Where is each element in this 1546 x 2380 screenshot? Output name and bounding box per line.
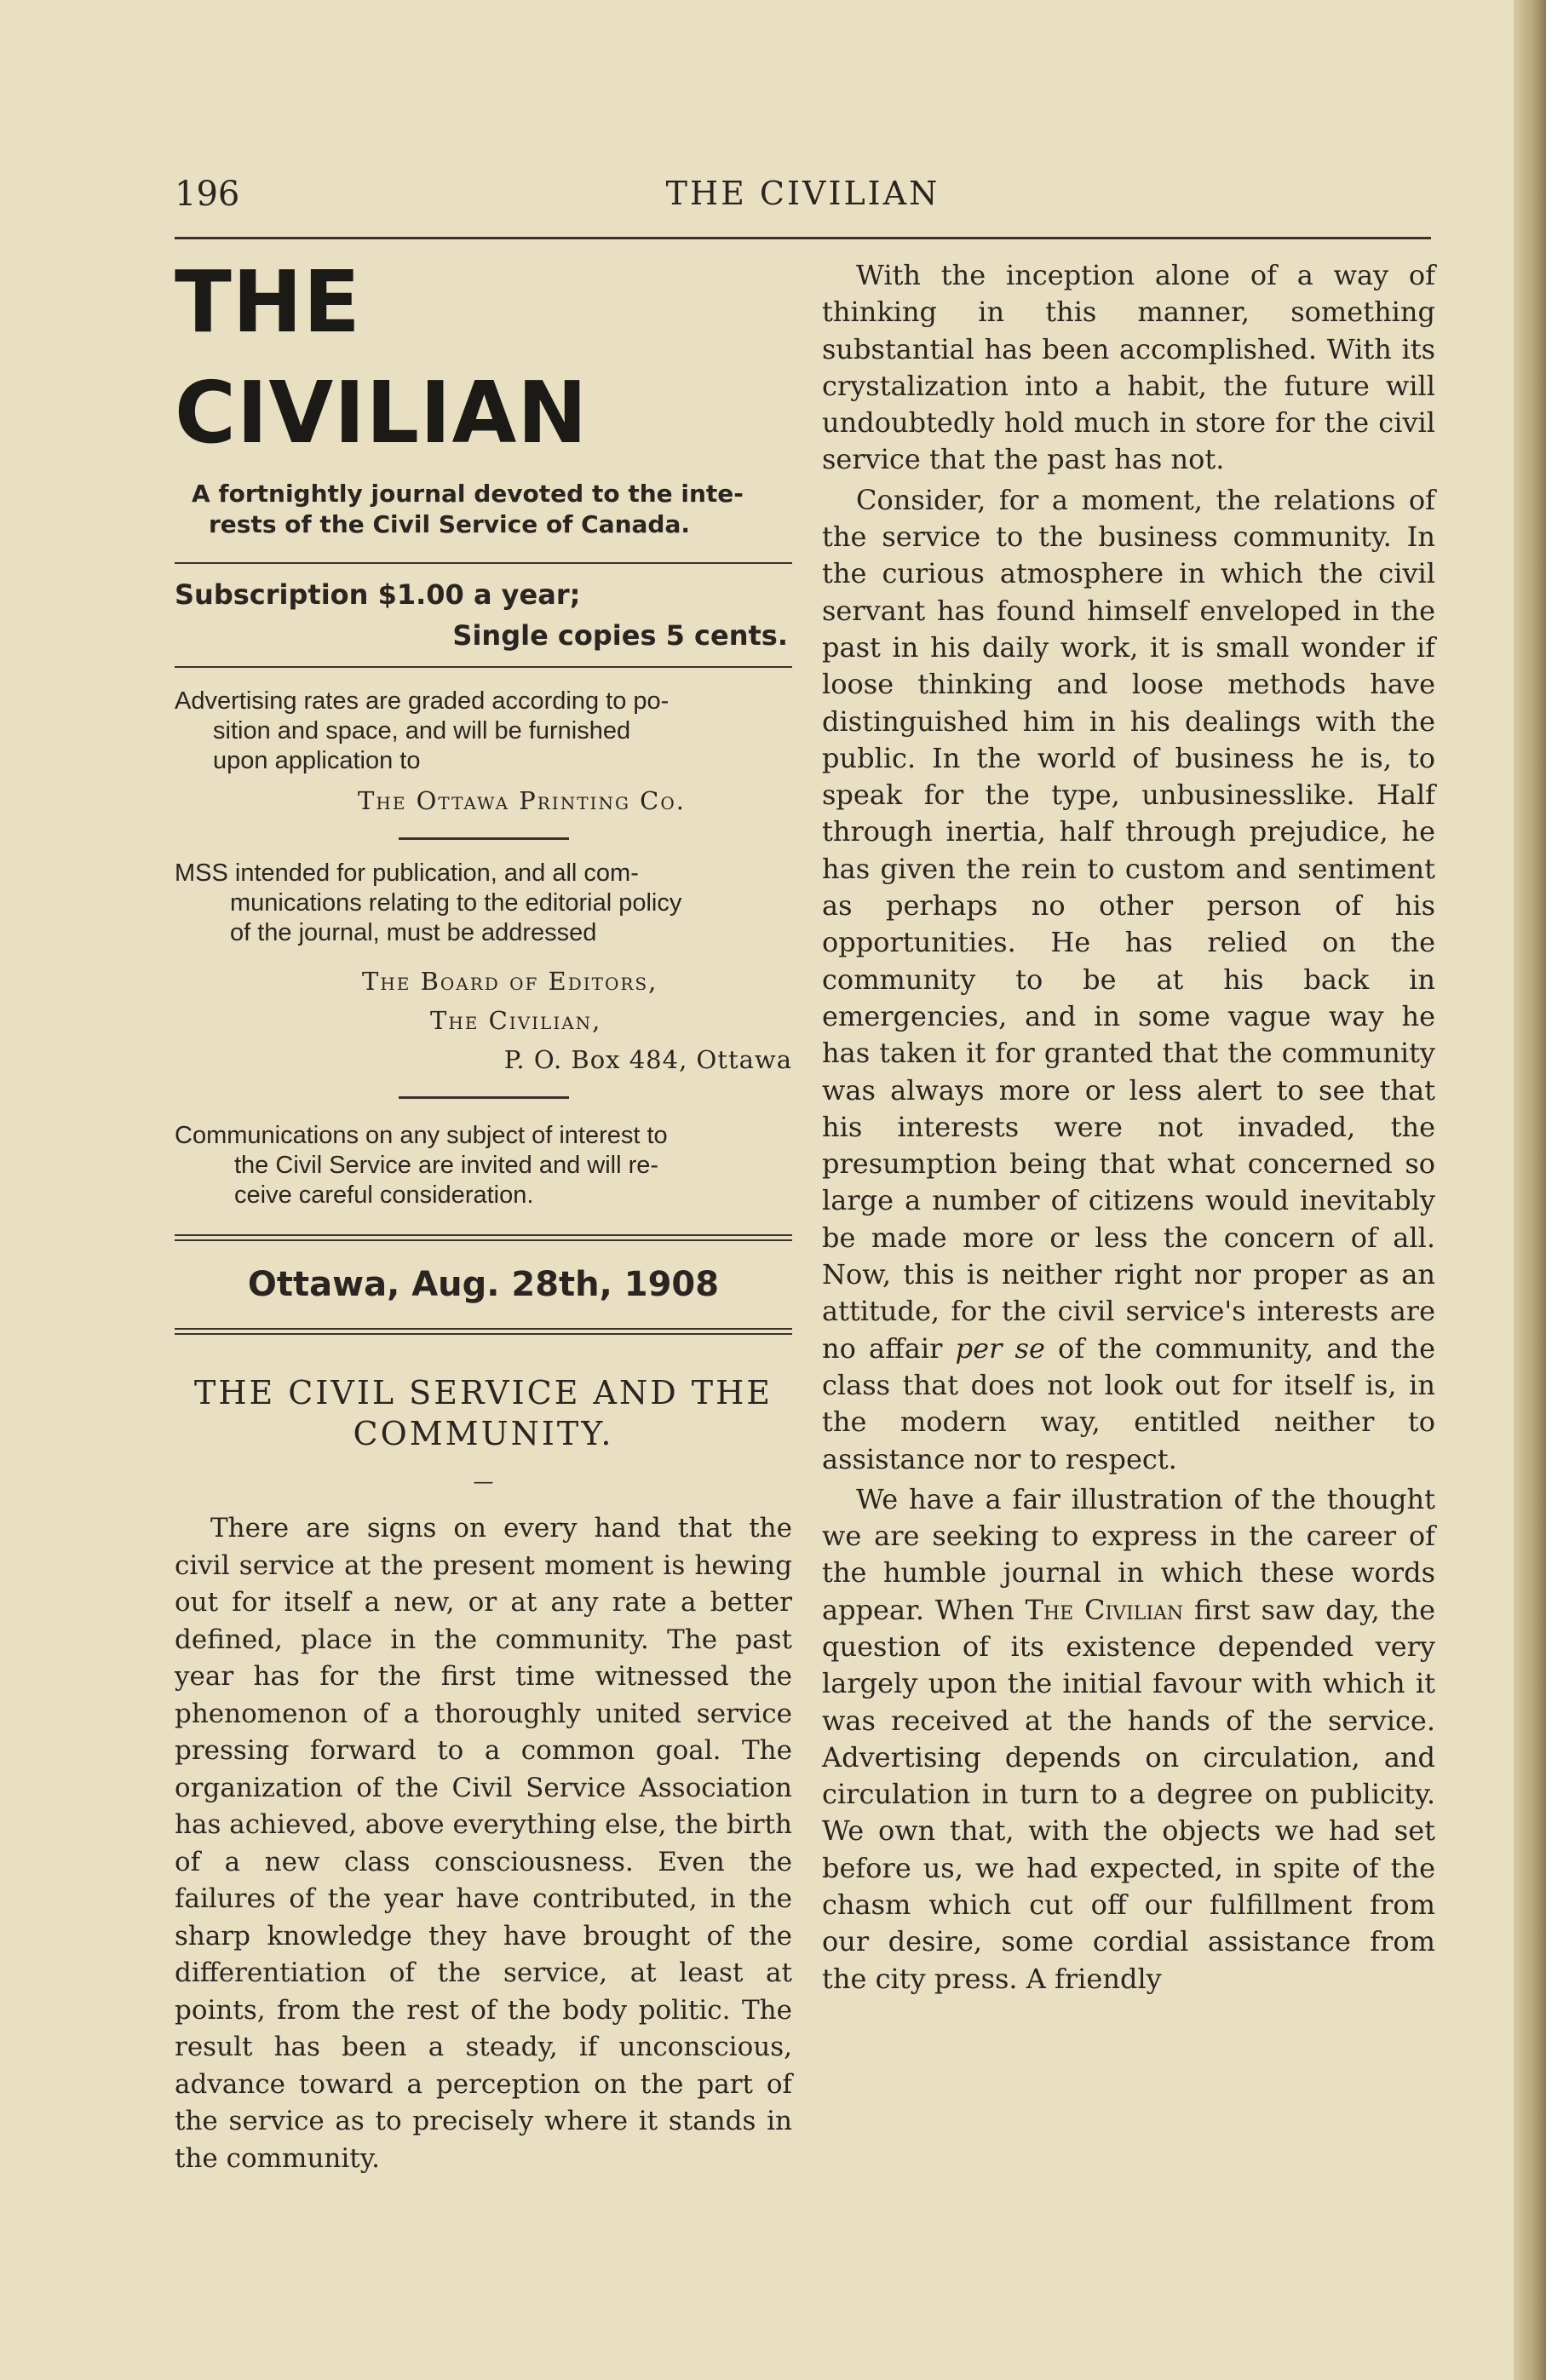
double-rule (175, 1328, 792, 1335)
page-header (175, 175, 1431, 226)
masthead-tagline (192, 479, 788, 540)
paragraph-text: first saw day, the question of its existence depended very largely upon the initial favour with which it was received at the hands of the service. Advertising depends on circulation, and circulation in turn to a degree on publicity. We own that, with the objects we had set before us, we had expected, in spite of the chasm which cut off our fulfillment from our desire, some cordial assistance from the city press. A friendly (822, 1593, 1436, 1995)
short-divider (399, 1096, 569, 1099)
mss-line-2: munications relating to the editorial policy (230, 889, 682, 917)
article-body-left (175, 1510, 792, 2177)
mss-line-3: of the journal, must be addressed (230, 919, 597, 946)
paragraph: With the inception alone of a way of thinking in this manner, something substantial has been accomplished. With its crystalization into a habit, the future will undoubtedly hold much in store for the civil service that the past has not. (822, 259, 1435, 476)
article-title (175, 1372, 792, 1454)
page-number: 196 (175, 175, 240, 214)
paragraph (822, 1481, 1435, 1998)
communications-line-1: Communications on any subject of interest to (175, 1122, 668, 1149)
running-title: THE CIVILIAN (665, 175, 940, 212)
title-separator: — (473, 1469, 494, 1493)
communications-block (175, 1121, 792, 1210)
paragraph-text: We have a fair illustration of the thought we are seeking to express in the career of the humble journal in which these words appear. When (822, 1482, 1435, 1626)
mss-line-1: MSS intended for publication, and all com- (175, 859, 639, 887)
advertising-line-2: sition and space, and will be furnished (213, 717, 631, 744)
italic-phrase: per se (955, 1331, 1045, 1365)
communications-line-3: ceive careful consideration. (234, 1181, 534, 1209)
communications-line-2: the Civil Service are invited and will re- (234, 1152, 659, 1179)
article-title-line-1: THE CIVIL SERVICE AND THE (194, 1374, 773, 1411)
short-divider (399, 837, 569, 840)
editors-address-1: The Board of Editors, (362, 967, 658, 996)
header-rule (175, 237, 1431, 239)
tagline-line-1: A fortnightly journal devoted to the inte- (192, 480, 744, 508)
paragraph: There are signs on every hand that the civil service at the present moment is hewing out for itself a new, or at any rate a better defined, place in the community. The past year has for the first time witnessed the phenomenon of a thoroughly united service pressing forward to a common goal. The organization of the Civil Service Association has achieved, above everything else, the birth of a new class consciousness. Even the failures of the year have contributed, in the sharp knowledge they have brought of the differentiation of the service, at least at points, from the rest of the body politic. The result has been a steady, if unconscious, advance toward a perception on the part of the service as to precisely where it stands in the community. (175, 1513, 792, 2174)
masthead-title: THE CIVILIAN (175, 252, 589, 463)
divider (175, 562, 792, 564)
paragraph-text: of the community, and the class that does not look out for itself is, in the modern way, entitled neither to assistance nor to respect. (822, 1331, 1436, 1475)
article-body-right (822, 257, 1435, 1998)
paragraph (822, 482, 1435, 1478)
single-copies-line: Single copies 5 cents. (452, 619, 788, 652)
subscription-line: Subscription $1.00 a year; (175, 578, 581, 611)
mss-block (175, 859, 792, 948)
left-column (175, 247, 792, 2177)
dateline: Ottawa, Aug. 28th, 1908 (247, 1265, 720, 1304)
paragraph-text: Consider, for a moment, the relations of the service to the business community. In the curious atmosphere in which the civil servant has found himself enveloped in the past in his daily work, it is small wonder if loose thinking and loose methods have distinguished him in his dealings with the public. In the world of business he is, to speak for the type, unbusinesslike. Half through inertia, half through prejudice, he has given the rein to custom and sentiment as perhaps no other person of his opportunities. He has relied on the community to be at his back in emergencies, and in some vague way he has taken it for granted that the community was always more or less alert to see that his interests were not invaded, the presumption being that what concerned so large a number of citizens would inevitably be made more or less the concern of all. Now, this is neither right nor proper as an attitude, for the civil service's interests are no affair (822, 483, 1435, 1365)
double-rule (175, 1234, 792, 1241)
article-title-line-2: COMMUNITY. (353, 1415, 614, 1452)
advertising-line-3: upon application to (213, 747, 421, 774)
editors-address-3: P. O. Box 484, Ottawa (503, 1045, 792, 1074)
advertising-line-1: Advertising rates are graded according to po- (175, 687, 670, 715)
page-edge (1514, 0, 1546, 2380)
editors-address-2: The Civilian, (430, 1006, 602, 1035)
printing-company: The Ottawa Printing Co. (358, 786, 686, 815)
divider (175, 666, 792, 668)
tagline-line-2: rests of the Civil Service of Canada. (209, 510, 690, 538)
right-column (822, 257, 1435, 1998)
advertising-block (175, 687, 792, 776)
journal-name: The Civilian (1025, 1593, 1184, 1626)
